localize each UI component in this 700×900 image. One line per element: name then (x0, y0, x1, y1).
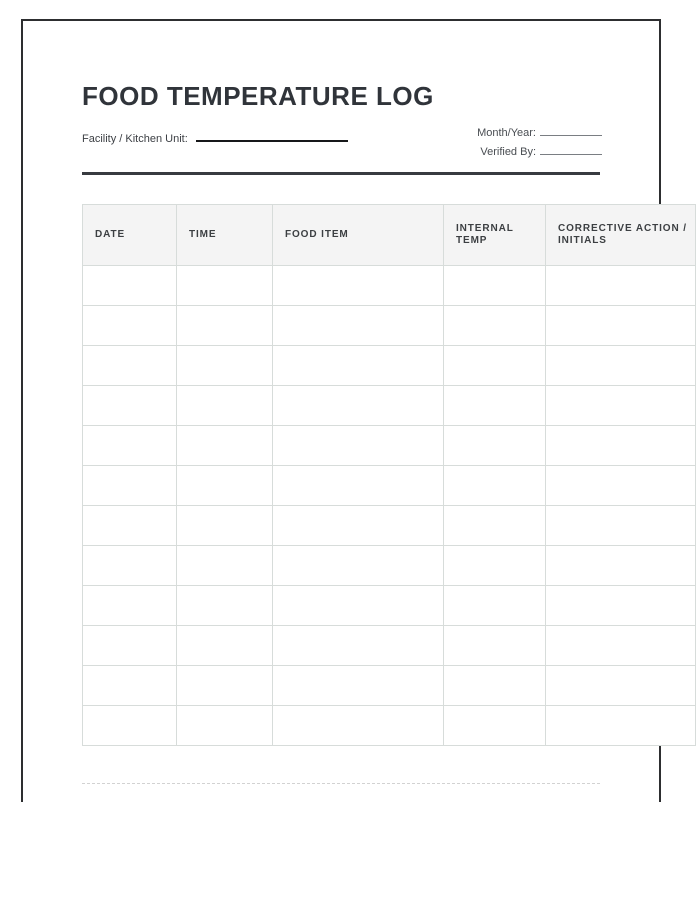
empty-cell-date[interactable] (83, 546, 177, 586)
empty-cell-food-item[interactable] (273, 666, 444, 706)
empty-cell-food-item[interactable] (273, 626, 444, 666)
facility-field (82, 126, 348, 147)
empty-cell-internal-temp[interactable] (444, 506, 546, 546)
table-row (83, 586, 696, 626)
empty-cell-time[interactable] (177, 266, 273, 306)
column-header-food-item: FOOD ITEM (273, 205, 444, 266)
empty-cell-corrective[interactable] (546, 626, 696, 666)
empty-cell-corrective[interactable] (546, 506, 696, 546)
empty-cell-time[interactable] (177, 546, 273, 586)
empty-cell-food-item[interactable] (273, 266, 444, 306)
empty-cell-time[interactable] (177, 306, 273, 346)
meta-row (82, 126, 602, 161)
page-title: FOOD TEMPERATURE LOG (82, 81, 434, 111)
table-row (83, 466, 696, 506)
verified-by-fill-line[interactable] (540, 142, 602, 155)
empty-cell-food-item[interactable] (273, 306, 444, 346)
empty-cell-internal-temp[interactable] (444, 466, 546, 506)
table-row (83, 546, 696, 586)
empty-cell-date[interactable] (83, 346, 177, 386)
empty-cell-date[interactable] (83, 306, 177, 346)
empty-cell-internal-temp[interactable] (444, 386, 546, 426)
empty-cell-time[interactable] (177, 706, 273, 746)
dashed-cut-line (82, 783, 600, 784)
verified-by-field (477, 142, 602, 161)
verified-by-label: Verified By: (480, 146, 536, 158)
empty-cell-food-item[interactable] (273, 546, 444, 586)
table-body (83, 266, 696, 746)
empty-cell-time[interactable] (177, 586, 273, 626)
right-meta (477, 123, 602, 161)
empty-cell-food-item[interactable] (273, 506, 444, 546)
empty-cell-date[interactable] (83, 266, 177, 306)
temperature-log-table (82, 204, 696, 746)
table-row (83, 426, 696, 466)
column-header-internal-temp: INTERNAL TEMP (444, 205, 546, 266)
empty-cell-internal-temp[interactable] (444, 546, 546, 586)
empty-cell-internal-temp[interactable] (444, 666, 546, 706)
empty-cell-date[interactable] (83, 506, 177, 546)
empty-cell-internal-temp[interactable] (444, 426, 546, 466)
empty-cell-time[interactable] (177, 666, 273, 706)
empty-cell-internal-temp[interactable] (444, 306, 546, 346)
empty-cell-corrective[interactable] (546, 346, 696, 386)
empty-cell-corrective[interactable] (546, 546, 696, 586)
table-row (83, 306, 696, 346)
empty-cell-internal-temp[interactable] (444, 346, 546, 386)
empty-cell-food-item[interactable] (273, 586, 444, 626)
empty-cell-corrective[interactable] (546, 266, 696, 306)
page-content (23, 21, 687, 784)
empty-cell-time[interactable] (177, 426, 273, 466)
month-year-label: Month/Year: (477, 127, 536, 139)
empty-cell-corrective[interactable] (546, 586, 696, 626)
empty-cell-corrective[interactable] (546, 386, 696, 426)
header-divider (82, 172, 600, 175)
table-row (83, 706, 696, 746)
empty-cell-corrective[interactable] (546, 706, 696, 746)
empty-cell-food-item[interactable] (273, 426, 444, 466)
empty-cell-date[interactable] (83, 586, 177, 626)
facility-label: Facility / Kitchen Unit: (82, 133, 188, 145)
empty-cell-food-item[interactable] (273, 346, 444, 386)
table-row (83, 346, 696, 386)
empty-cell-time[interactable] (177, 346, 273, 386)
table-row (83, 626, 696, 666)
column-header-date: DATE (83, 205, 177, 266)
table-row (83, 266, 696, 306)
empty-cell-corrective[interactable] (546, 426, 696, 466)
empty-cell-internal-temp[interactable] (444, 706, 546, 746)
empty-cell-time[interactable] (177, 386, 273, 426)
empty-cell-internal-temp[interactable] (444, 266, 546, 306)
empty-cell-date[interactable] (83, 426, 177, 466)
empty-cell-internal-temp[interactable] (444, 626, 546, 666)
empty-cell-internal-temp[interactable] (444, 586, 546, 626)
column-header-corrective: CORRECTIVE ACTION / INITIALS (546, 205, 696, 266)
empty-cell-corrective[interactable] (546, 666, 696, 706)
empty-cell-date[interactable] (83, 386, 177, 426)
month-year-field (477, 123, 602, 142)
page (21, 19, 687, 802)
empty-cell-food-item[interactable] (273, 706, 444, 746)
empty-cell-time[interactable] (177, 626, 273, 666)
header-row (83, 205, 696, 266)
empty-cell-date[interactable] (83, 466, 177, 506)
table-row (83, 386, 696, 426)
table-row (83, 666, 696, 706)
empty-cell-date[interactable] (83, 706, 177, 746)
column-header-time: TIME (177, 205, 273, 266)
empty-cell-time[interactable] (177, 506, 273, 546)
empty-cell-food-item[interactable] (273, 386, 444, 426)
month-year-fill-line[interactable] (540, 123, 602, 136)
facility-fill-line[interactable] (196, 126, 348, 142)
empty-cell-time[interactable] (177, 466, 273, 506)
empty-cell-corrective[interactable] (546, 466, 696, 506)
table-row (83, 506, 696, 546)
empty-cell-date[interactable] (83, 666, 177, 706)
empty-cell-date[interactable] (83, 626, 177, 666)
empty-cell-corrective[interactable] (546, 306, 696, 346)
empty-cell-food-item[interactable] (273, 466, 444, 506)
